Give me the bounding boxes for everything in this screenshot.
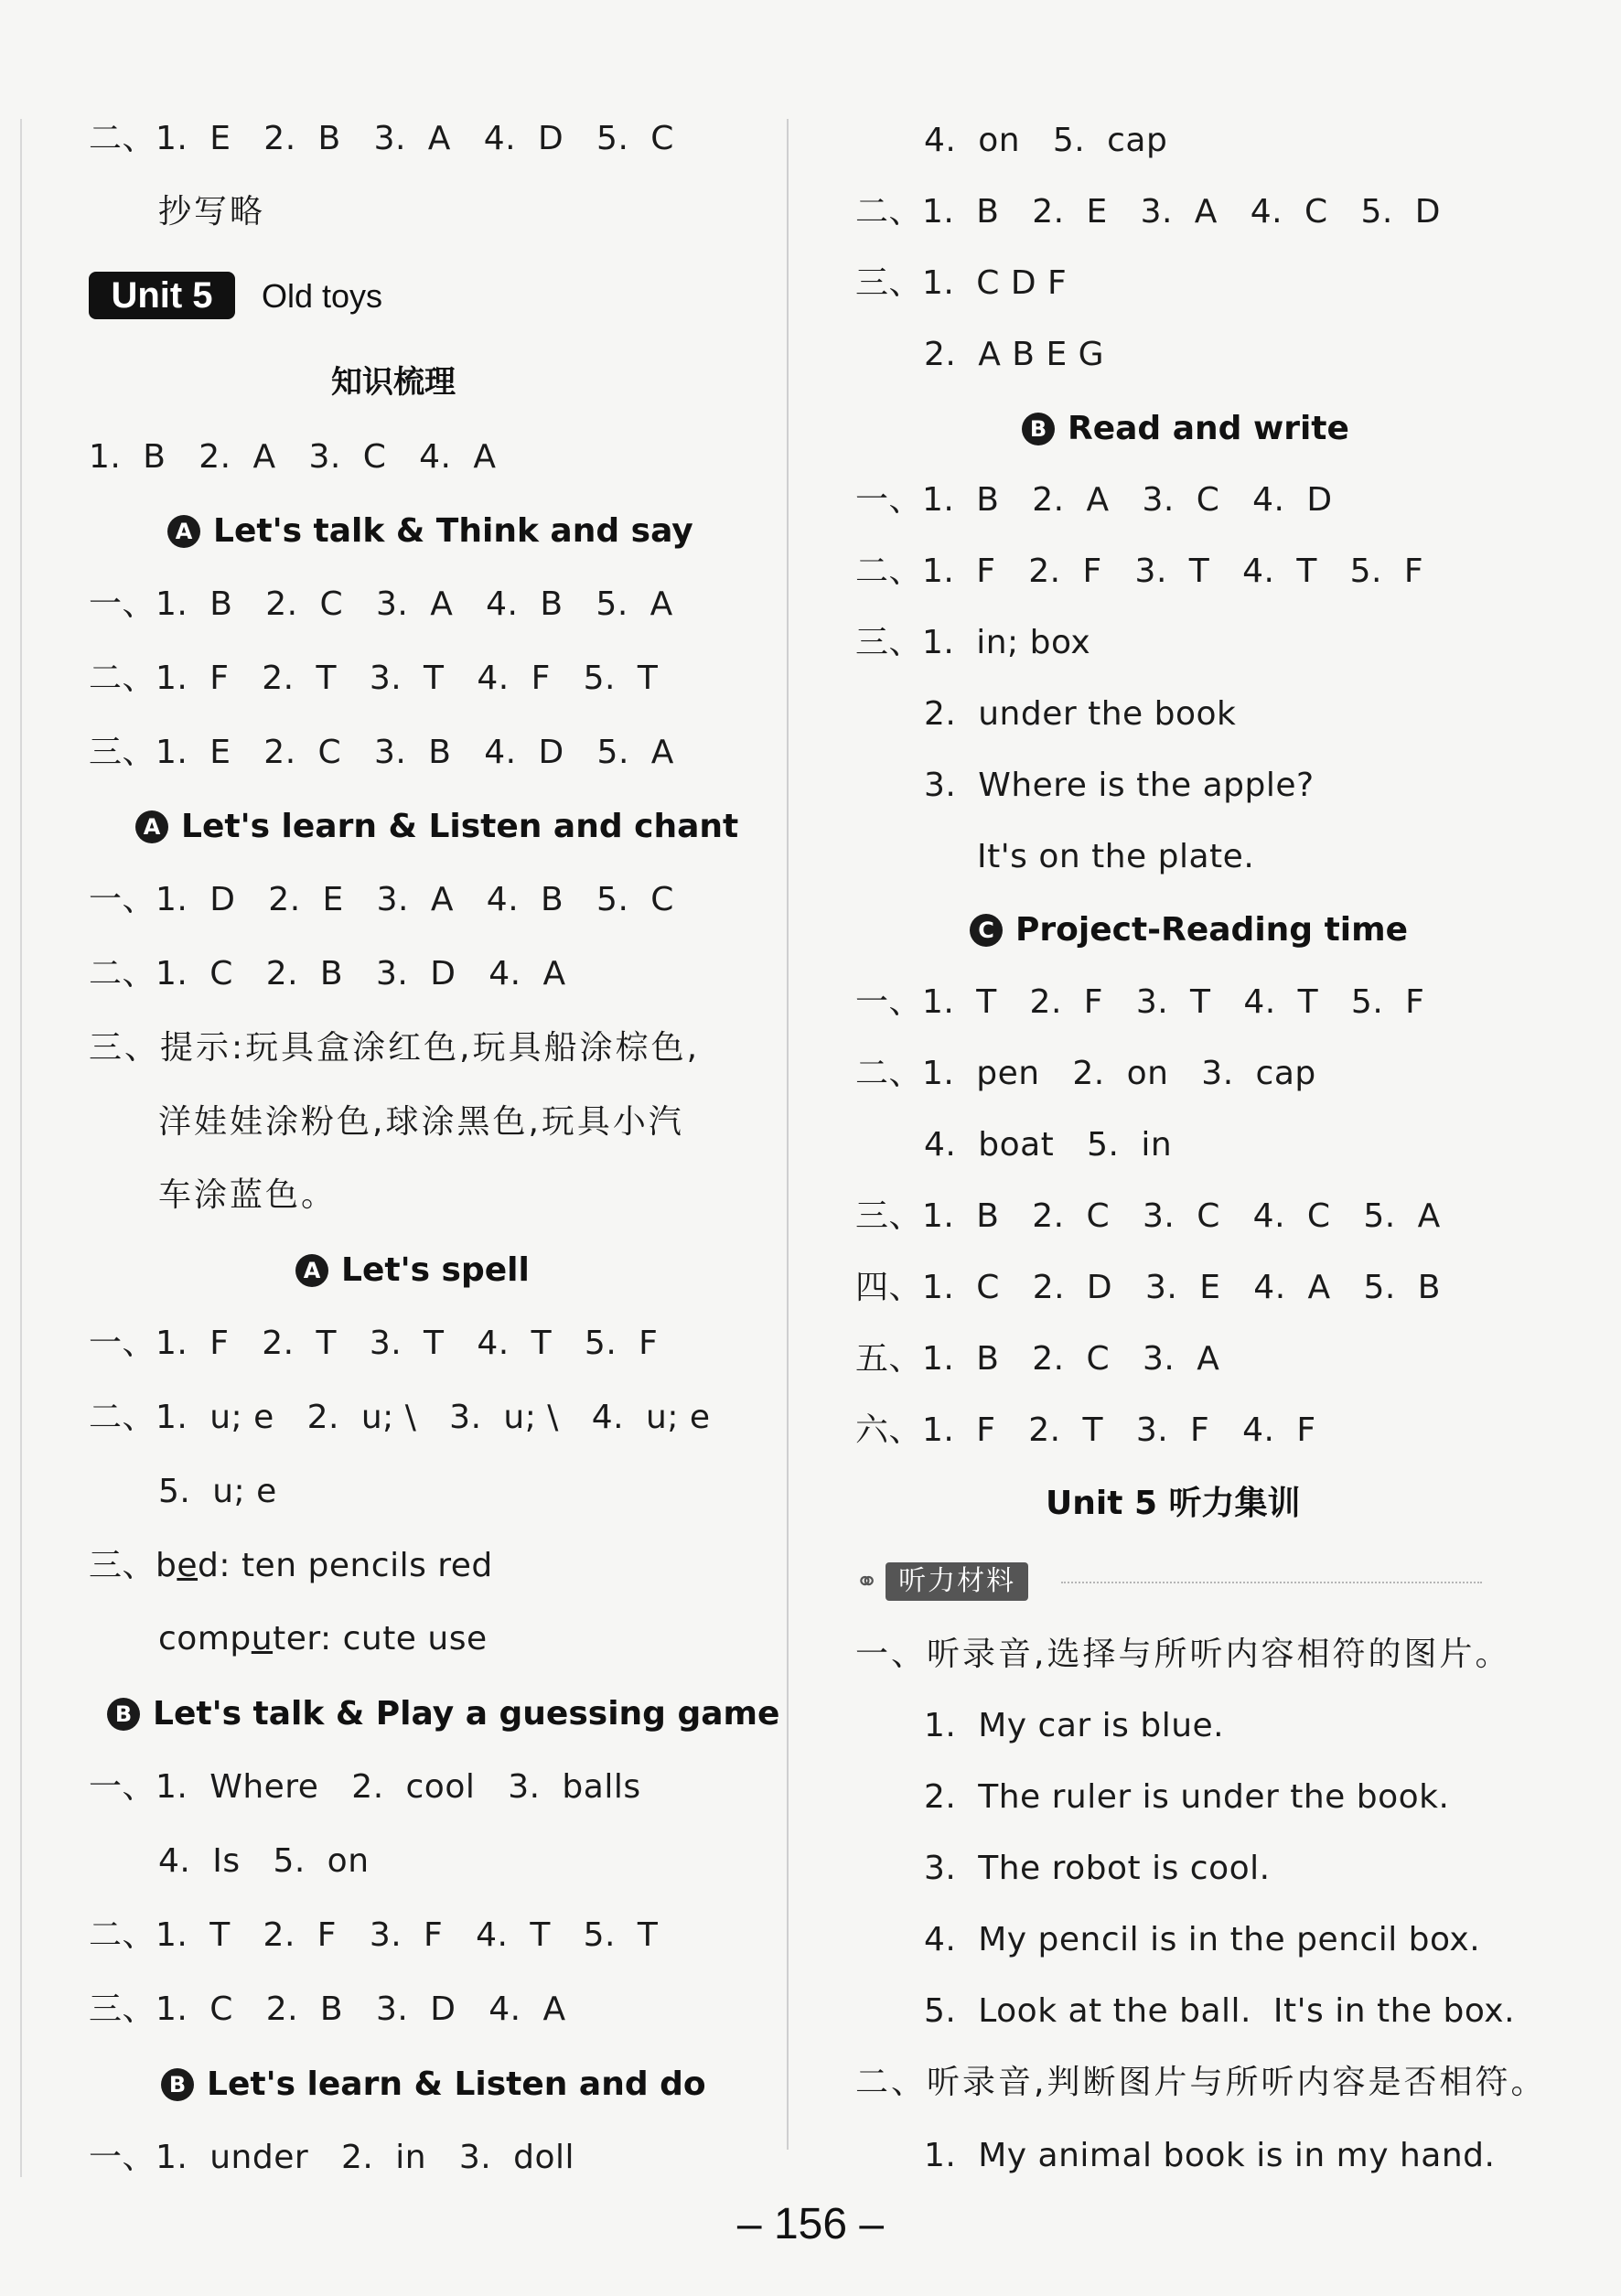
- answer-line: 2. under the book: [924, 695, 1237, 733]
- answer-text: 三、b: [89, 1547, 177, 1584]
- answer-line: 三、1. C D F: [855, 264, 1068, 302]
- answer-line: 4. on 5. cap: [924, 122, 1168, 159]
- answer-line: 抄写略: [158, 193, 266, 231]
- underlined-letter: u: [251, 1620, 274, 1658]
- answer-line: 五、1. B 2. C 3. A: [855, 1340, 1220, 1378]
- section-letter-badge: A: [167, 515, 200, 548]
- answer-text: ter: cute use: [273, 1620, 488, 1658]
- section-letter-badge: A: [135, 810, 168, 843]
- section-title: Let's spell: [341, 1251, 530, 1289]
- section-heading-listening: [1046, 1482, 1301, 1526]
- answer-line: 一、1. F 2. T 3. T 4. T 5. F: [89, 1325, 659, 1362]
- answer-line: 二、1. u; e 2. u; \ 3. u; \ 4. u; e: [89, 1399, 711, 1436]
- answer-line: 一、1. Where 2. cool 3. balls: [89, 1768, 641, 1806]
- section-title: Project-Reading time: [1015, 911, 1409, 949]
- answer-line: 一、1. B 2. A 3. C 4. D: [855, 481, 1333, 519]
- answer-line: 三、1. E 2. C 3. B 4. D 5. A: [89, 734, 674, 771]
- answer-line: 4. boat 5. in: [924, 1126, 1173, 1164]
- section-heading-b3: [1022, 407, 1349, 451]
- answer-text: comp: [158, 1620, 252, 1658]
- answer-line: It's on the plate.: [977, 838, 1255, 875]
- answer-line: 二、1. E 2. B 3. A 4. D 5. C: [89, 120, 674, 157]
- answer-line: 一、听录音,选择与所听内容相符的图片。: [855, 1636, 1511, 1673]
- unit-title: Old toys: [262, 277, 383, 315]
- transcript-line: 3. The robot is cool.: [924, 1850, 1271, 1887]
- answer-line: 三、1. in; box: [855, 624, 1091, 661]
- section-title: 知识梳理: [331, 364, 456, 401]
- answer-line: 5. u; e: [158, 1473, 277, 1510]
- answer-line: 2. A B E G: [924, 336, 1105, 373]
- section-heading-b2: [161, 2063, 706, 2107]
- section-title: Read and write: [1068, 410, 1349, 447]
- answer-line: 二、听录音,判断图片与所听内容是否相符。: [855, 2064, 1547, 2101]
- section-heading-knowledge: [331, 360, 456, 404]
- transcript-line: 2. The ruler is under the book.: [924, 1778, 1450, 1816]
- transcript-line: 1. My animal book is in my hand.: [924, 2137, 1496, 2174]
- transcript-line: 4. My pencil is in the pencil box.: [924, 1921, 1481, 1958]
- section-title: Let's talk & Play a guessing game: [153, 1695, 780, 1733]
- section-letter-badge: B: [161, 2068, 194, 2101]
- answer-line: 一、1. D 2. E 3. A 4. B 5. C: [89, 881, 674, 918]
- answer-line: 二、1. pen 2. on 3. cap: [855, 1055, 1316, 1092]
- section-heading-a2: [135, 805, 738, 849]
- transcript-line: 1. My car is blue.: [924, 1707, 1225, 1744]
- section-heading-b1: [107, 1692, 779, 1736]
- headphones-icon: ⚭: [855, 1565, 879, 1598]
- section-letter-badge: B: [107, 1698, 140, 1731]
- answer-line: 洋娃娃涂粉色,球涂黑色,玩具小汽: [158, 1103, 684, 1141]
- answer-line: [158, 1617, 488, 1661]
- underlined-letter: e: [177, 1547, 199, 1584]
- answer-line: 二、1. F 2. T 3. T 4. F 5. T: [89, 660, 659, 697]
- section-title: Unit 5 听力集训: [1046, 1485, 1301, 1522]
- answer-line: 一、1. B 2. C 3. A 4. B 5. A: [89, 585, 673, 623]
- unit-badge: Unit 5: [89, 272, 235, 319]
- answer-line: 一、1. T 2. F 3. T 4. T 5. F: [855, 983, 1425, 1021]
- answer-line: 二、1. T 2. F 3. F 4. T 5. T: [89, 1916, 659, 1954]
- answer-line: 二、1. F 2. F 3. T 4. T 5. F: [855, 553, 1424, 590]
- section-letter-badge: A: [295, 1254, 328, 1287]
- answer-line: [89, 1544, 493, 1588]
- section-title: Let's learn & Listen and do: [207, 2065, 706, 2103]
- section-heading-c: [970, 908, 1408, 952]
- section-letter-badge: C: [970, 914, 1003, 947]
- answer-text: d: ten pencils red: [198, 1547, 493, 1584]
- answer-line: 六、1. F 2. T 3. F 4. F: [855, 1411, 1316, 1449]
- section-letter-badge: B: [1022, 413, 1055, 445]
- page-number: – 156 –: [736, 2200, 885, 2248]
- column-divider: [787, 119, 789, 2150]
- answer-line: 1. B 2. A 3. C 4. A: [89, 438, 497, 476]
- listening-material-tag: [855, 1561, 1028, 1603]
- section-heading-a1: [167, 510, 693, 553]
- answer-line: 三、提示:玩具盒涂红色,玩具船涂棕色,: [89, 1029, 701, 1067]
- page-edge-line: [20, 119, 22, 2177]
- section-title: Let's talk & Think and say: [213, 512, 693, 550]
- section-heading-a3: [295, 1249, 530, 1293]
- answer-line: 4. Is 5. on: [158, 1842, 370, 1880]
- answer-line: 三、1. B 2. C 3. C 4. C 5. A: [855, 1197, 1441, 1235]
- answer-line: 一、1. under 2. in 3. doll: [89, 2139, 574, 2176]
- answer-line: 三、1. C 2. B 3. D 4. A: [89, 1990, 566, 2028]
- section-title: Let's learn & Listen and chant: [181, 808, 739, 845]
- dotted-rule: [1061, 1582, 1482, 1583]
- answer-line: 四、1. C 2. D 3. E 4. A 5. B: [855, 1269, 1441, 1306]
- listening-material-label: 听力材料: [886, 1562, 1028, 1601]
- transcript-line: 5. Look at the ball. It's in the box.: [924, 1992, 1516, 2030]
- answer-line: 车涂蓝色。: [158, 1176, 338, 1214]
- answer-line: 3. Where is the apple?: [924, 767, 1315, 804]
- answer-line: 二、1. B 2. E 3. A 4. C 5. D: [855, 193, 1441, 231]
- answer-line: 二、1. C 2. B 3. D 4. A: [89, 955, 566, 992]
